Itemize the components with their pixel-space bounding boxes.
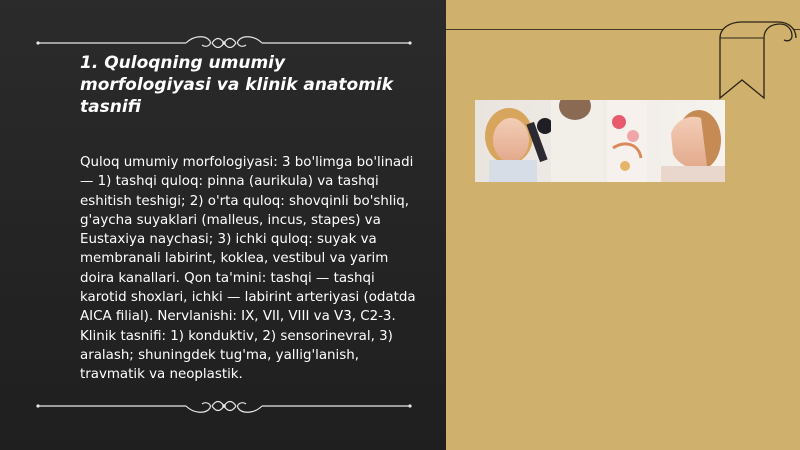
- slide-body-text: Quloq umumiy morfologiyasi: 3 bo'limga bo'linadi — 1) tashqi quloq: pinna (aurikula) va tashqi eshitish teshigi; 2) o'rta quloq: shovqinli bo'shliq, g'aycha suyaklari (malleus, incus, stapes) va Eustaxiya naychasi; 3) ichki quloq: suyak va membranali labirint, koklea, vestibul va yarim doira kanallari. Qon ta'mini: tashqi — tashqi karotid shoxlari, ichki — labirint arteriyasi (odatda AICA filial). Nervlanishi: IX, VII, VIII va V3, C2-3. Klinik tasnifi: 1) konduktiv, 2) sensorinevral, 3) aralash; shuningdek tug'ma, yallig'lanish, travmatik va neoplastik.: [80, 155, 416, 383]
- bookmark-ribbon-icon: [712, 16, 800, 108]
- ear-examination-photo: [475, 100, 725, 182]
- top-ornament-divider: [36, 32, 412, 54]
- slide-title: 1. Quloqning umumiy morfologiyasi va klinik anatomik tasnifi: [80, 53, 394, 117]
- bottom-ornament-divider: [36, 395, 412, 417]
